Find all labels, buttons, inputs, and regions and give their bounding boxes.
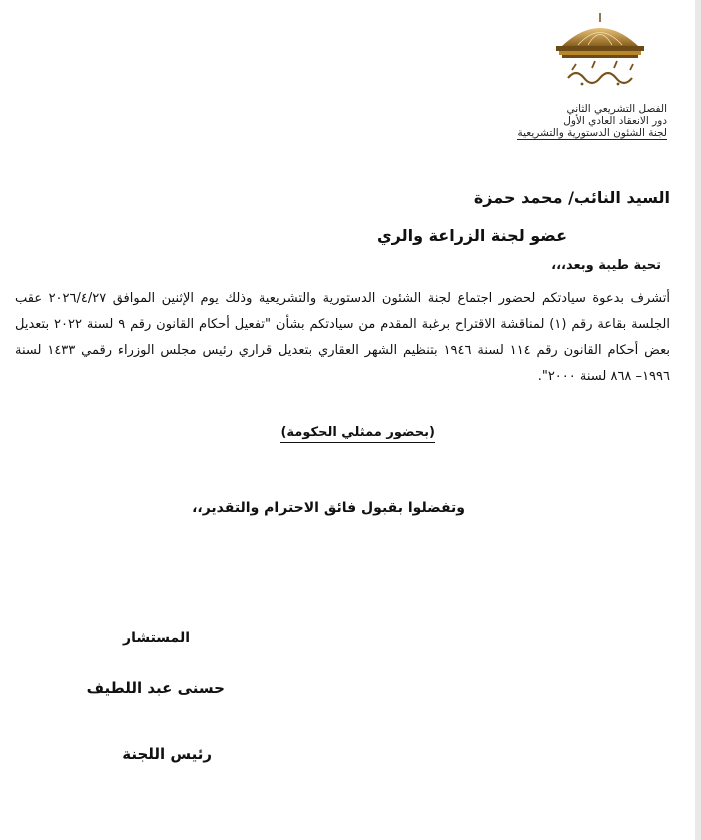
recipient-role: عضو لجنة الزراعة والري (376, 226, 567, 245)
signatory-name: حسنى عبد اللطيف (86, 679, 225, 697)
greeting: تحية طيبة وبعد،،، (551, 258, 661, 273)
legislative-term: الفصل التشريعي الثاني (566, 103, 667, 115)
closing-line: وتفضلوا بقبول فائق الاحترام والتقدير،، (192, 500, 465, 516)
dome-logo-icon (548, 10, 652, 90)
letter-body: أتشرف بدعوة سيادتكم لحضور اجتماع لجنة الشئون الدستورية والتشريعية وذلك يوم الإثنين الموافق ٢٠٢٦/٤/٢٧ عقب الجلسة بقاعة رقم (١) لمناقشة الاقتراح برغبة المقدم من سيادتكم بشأن "تفعيل أحكام القانون رقم ٩ لسنة ٢٠٢٢ بتعديل بعض أحكام القانون رقم ١١٤ لسنة ١٩٤٦ بتنظيم الشهر العقاري بتعديل قراري رئيس مجلس الوزراء رقمي ١٤٣٣ لسنة ١٩٩٦– ٨٦٨ لسنة ٢٠٠٠". (15, 291, 670, 384)
committee-name: لجنة الشئون الدستورية والتشريعية (517, 127, 667, 139)
session-round: دور الانعقاد العادي الأول (563, 115, 667, 127)
government-note: (بحضور ممثلي الحكومة) (280, 424, 435, 443)
senate-logo (548, 10, 652, 90)
committee-header (517, 103, 667, 140)
signatory-title: المستشار (123, 630, 190, 646)
signatory-role: رئيس اللجنة (122, 745, 212, 763)
recipient-name: السيد النائب/ محمد حمزة (473, 188, 670, 207)
